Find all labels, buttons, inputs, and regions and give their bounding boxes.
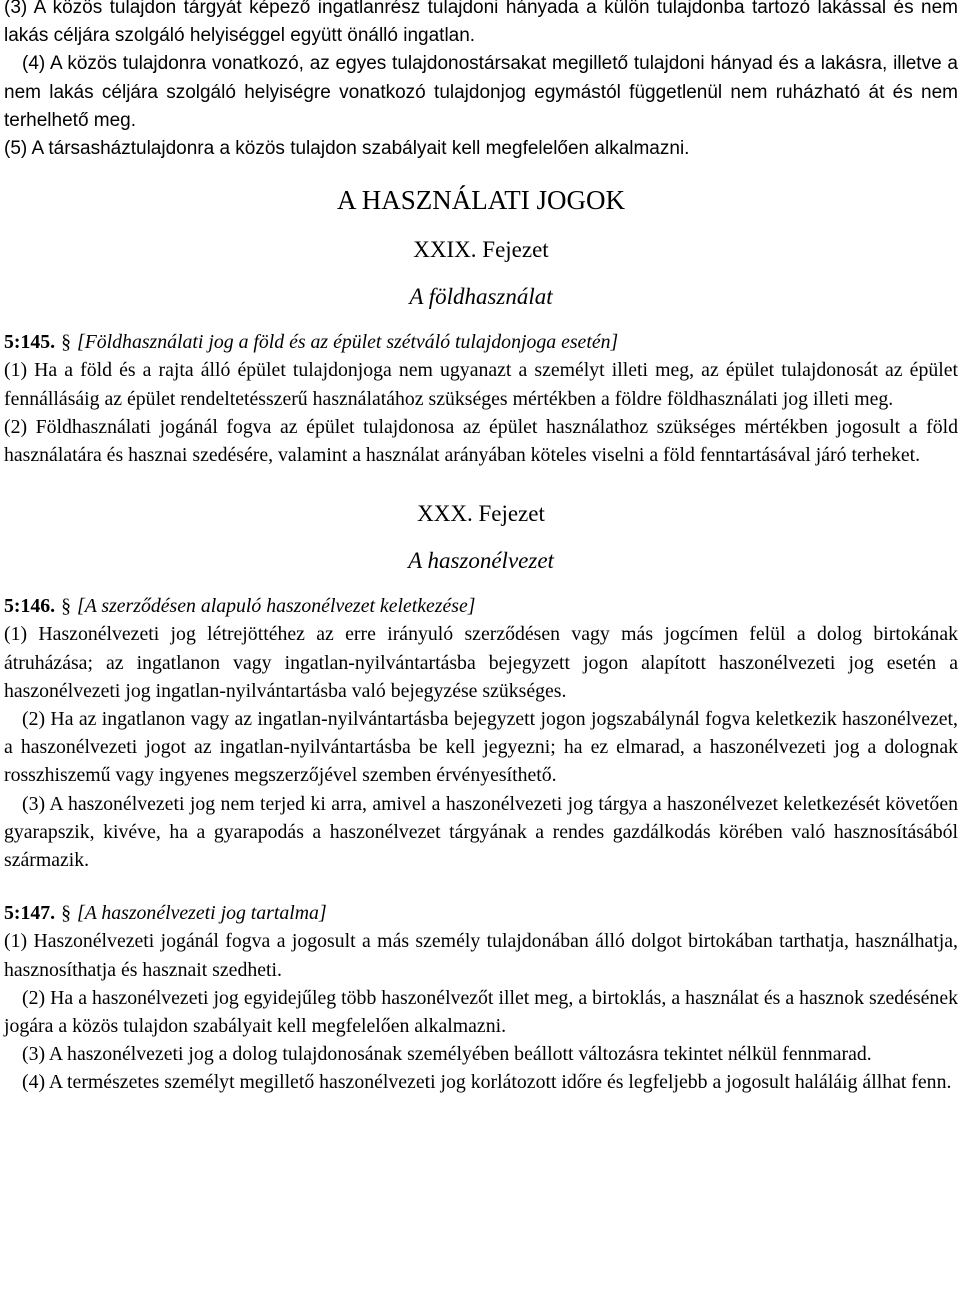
paragraph: (2) Földhasználati jogánál fogva az épület tulajdonosa az épület használathoz szükséges mértékben jogosult a föld használatára és hasznai szedésére, valamint a használat arányában köteles viselni a föld fenntartásával járó terheket.: [4, 415, 958, 467]
section-5-145: [4, 328, 958, 469]
section-number: 5:146.: [4, 595, 56, 618]
section-title: [A haszonélvezeti jog tartalma]: [77, 902, 327, 925]
paragraph: (1) Haszonélvezeti jogánál fogva a jogosult a más személy tulajdonában álló dolgot birtokában tarthatja, használhatja, hasznosíthatja és hasznait szedheti.: [4, 930, 958, 981]
section-number: 5:147.: [4, 902, 56, 925]
section-mark: §: [61, 595, 71, 618]
chapter-30: [4, 499, 958, 1096]
paragraph: (1) Ha a föld és a rajta álló épület tulajdonjoga nem ugyanazt a személyt illeti meg, az épület tulajdonosát az épület fennállásáig az épület rendeltetésszerű használatához szükséges mértékben a földre földhasználati jog illeti meg.: [4, 359, 958, 410]
section-heading: [4, 899, 958, 927]
section-5-146: [4, 592, 958, 874]
chapter-number: XXX. Fejezet: [417, 501, 545, 527]
chapter-title: A földhasználat: [409, 284, 553, 310]
paragraph: (2) Ha az ingatlanon vagy az ingatlan-nyilvántartásba bejegyzett jogon jogszabálynál fogva keletkezik haszonélvezet, a haszonélvezeti jogot az ingatlan-nyilvántartásba be kell jegyezni; ha ez elmarad, a haszonélvezeti jog a dolognak rosszhiszemű vagy ingyenes megszerzőjével szemben érvényesíthető.: [4, 708, 958, 787]
section-mark: §: [61, 902, 71, 925]
section-heading: [4, 592, 958, 620]
paragraph: (4) A közös tulajdonra vonatkozó, az egyes tulajdonostársakat megillető tulajdoni hányad és a lakásra, illetve a nem lakás céljára szolgáló helyiségre vonatkozó tulajdonjog egymástól függetlenül nem ruházható át és nem terhelhető meg.: [4, 53, 958, 131]
paragraph: (2) Ha a haszonélvezeti jog egyidejűleg több haszonélvezőt illet meg, a birtoklás, a használat és a hasznok szedésének jogára a közös tulajdon szabályait kell megfelelően alkalmazni.: [4, 986, 958, 1038]
paragraph: (3) A haszonélvezeti jog a dolog tulajdonosának személyében beállott változásra tekintet nélkül fennmarad.: [22, 1043, 872, 1066]
paragraph: (3) A közös tulajdon tárgyát képező ingatlanrész tulajdoni hányada a külön tulajdonba tartozó lakással és nem lakás céljára szolgáló helyiséggel együtt önálló ingatlan.: [4, 0, 958, 47]
chapter-number: XXIX. Fejezet: [413, 237, 549, 263]
chapter-title: A haszonélvezet: [408, 548, 554, 574]
paragraph: (4) A természetes személyt megillető haszonélvezeti jog korlátozott időre és legfeljebb a jogosult haláláig állhat fenn.: [22, 1071, 952, 1094]
section-5-147: [4, 899, 958, 1096]
chapter-29: [4, 235, 958, 469]
part-title: A HASZNÁLATI JOGOK: [337, 185, 625, 216]
section-mark: §: [61, 331, 71, 354]
section-title: [Földhasználati jog a föld és az épület szétváló tulajdonjoga esetén]: [77, 331, 619, 354]
paragraph: (3) A haszonélvezeti jog nem terjed ki arra, amivel a haszonélvezeti jog tárgya a haszonélvezet keletkezését követően gyarapszik, kivéve, ha a gyarapodás a haszonélvezet tárgyának a rendes gazdálkodás körében való hasznosításából származik.: [4, 792, 958, 872]
paragraph: (1) Haszonélvezeti jog létrejöttéhez az erre irányuló szerződésen vagy más jogcímen felül a dolog birtokának átruházása; az ingatlanon vagy ingatlan-nyilvántartásba bejegyzett jogon alapított haszonélvezeti jog esetén a haszonélvezeti jog ingatlan-nyilvántartásba való bejegyzése szükséges.: [4, 623, 958, 702]
top-paragraphs: [4, 0, 958, 163]
section-title: [A szerződésen alapuló haszonélvezet keletkezése]: [77, 595, 476, 618]
section-number: 5:145.: [4, 331, 56, 354]
paragraph: (5) A társasháztulajdonra a közös tulajdon szabályait kell megfelelően alkalmazni.: [4, 138, 690, 160]
section-heading: [4, 328, 958, 356]
